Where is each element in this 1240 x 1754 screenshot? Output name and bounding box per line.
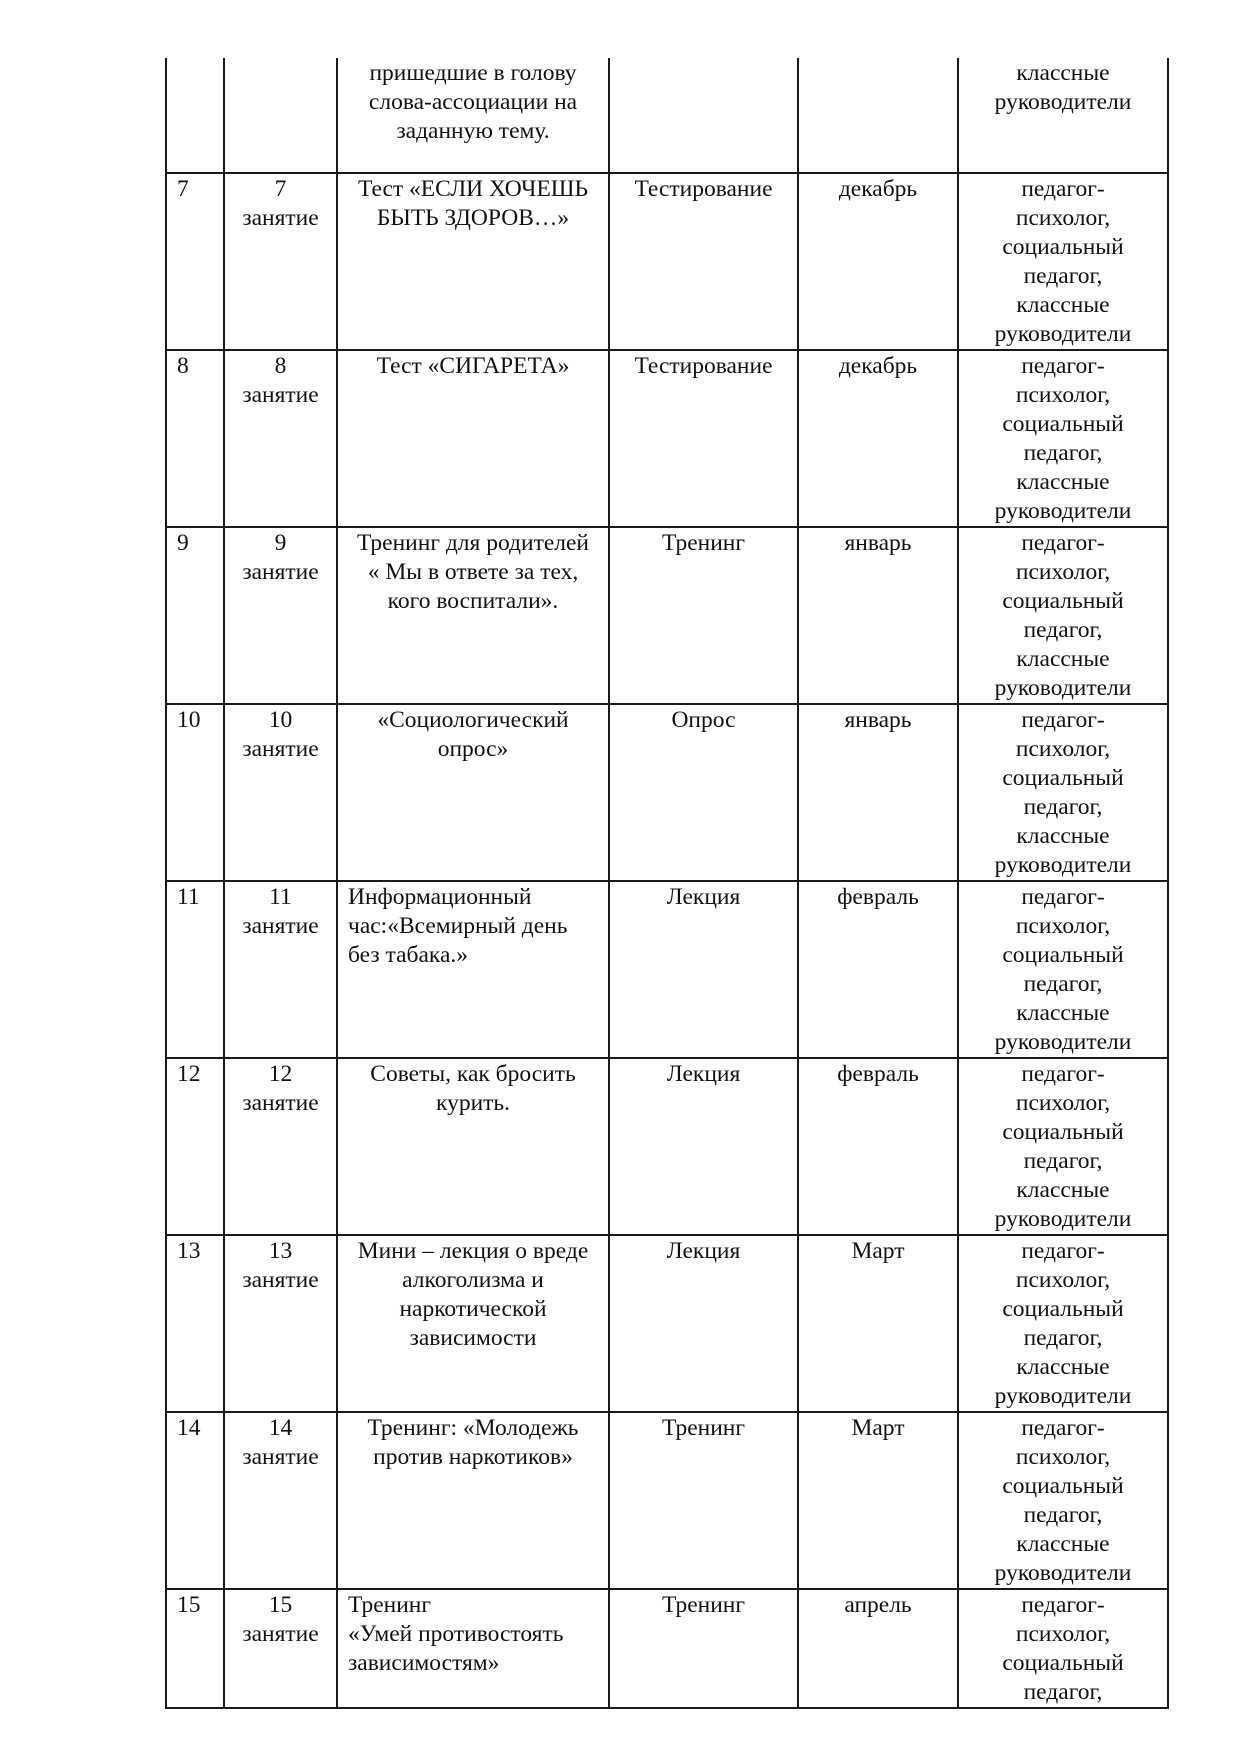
cell-lesson-line: 10 (268, 707, 293, 733)
cell-responsible-line: педагог- (1021, 1592, 1105, 1618)
cell-responsible (958, 58, 1168, 173)
cell-responsible-line: руководители (994, 1206, 1132, 1232)
cell-month-text: Март (851, 1238, 905, 1264)
cell-month-text: апрель (844, 1592, 912, 1618)
cell-number (166, 704, 224, 881)
cell-responsible-line: психолог, (1015, 913, 1111, 939)
cell-number (166, 881, 224, 1058)
cell-responsible (958, 881, 1168, 1058)
cell-title (337, 704, 609, 881)
cell-lesson (224, 1235, 337, 1412)
cell-lesson-line: занятие (242, 559, 319, 585)
cell-month (798, 527, 958, 704)
cell-form (609, 58, 798, 173)
cell-title-line: зависимости (409, 1325, 537, 1351)
cell-lesson-line: занятие (242, 1444, 319, 1470)
cell-title-line: без табака.» (348, 942, 469, 968)
cell-lesson-line: 7 (274, 176, 287, 202)
table-row (166, 173, 1168, 350)
cell-responsible-line: психолог, (1015, 1621, 1111, 1647)
cell-responsible-line: педагог, (1023, 617, 1103, 643)
cell-form-text: Тестирование (634, 353, 773, 379)
cell-form-text: Тренинг (661, 530, 745, 556)
cell-form (609, 173, 798, 350)
cell-responsible (958, 1589, 1168, 1708)
cell-responsible-line: психолог, (1015, 205, 1111, 231)
cell-responsible-line: педагог- (1021, 353, 1105, 379)
cell-month-text: январь (844, 530, 912, 556)
cell-title-line: слова-ассоциации на (368, 89, 578, 115)
cell-lesson-line: занятие (242, 205, 319, 231)
cell-responsible (958, 1235, 1168, 1412)
cell-title-line: опрос» (437, 736, 509, 762)
cell-title-line: курить. (435, 1090, 511, 1116)
cell-title-line: алкоголизма и (402, 1267, 544, 1293)
cell-responsible-line: классные (1016, 469, 1110, 495)
cell-form-text: Тренинг (661, 1592, 745, 1618)
cell-month (798, 350, 958, 527)
cell-month (798, 173, 958, 350)
cell-title (337, 350, 609, 527)
cell-number-text: 15 (177, 1592, 201, 1618)
cell-number-text: 14 (177, 1415, 201, 1441)
cell-responsible-line: руководители (994, 1029, 1132, 1055)
cell-month (798, 1412, 958, 1589)
cell-lesson-line: занятие (242, 1621, 319, 1647)
cell-title-line: час:«Всемирный день (348, 913, 568, 939)
cell-lesson-line: занятие (242, 913, 319, 939)
cell-lesson (224, 350, 337, 527)
cell-title-line: Тест «СИГАРЕТА» (376, 353, 570, 379)
cell-title (337, 1412, 609, 1589)
cell-lesson-line: занятие (242, 382, 319, 408)
cell-responsible-line: руководители (994, 675, 1132, 701)
cell-responsible-line: социальный (1002, 588, 1124, 614)
cell-month (798, 1058, 958, 1235)
cell-responsible-line: педагог, (1023, 971, 1103, 997)
cell-form (609, 1058, 798, 1235)
cell-form (609, 1589, 798, 1708)
cell-title-line: против наркотиков» (373, 1444, 573, 1470)
cell-title-line: кого воспитали». (387, 588, 559, 614)
cell-responsible-line: педагог- (1021, 707, 1105, 733)
cell-number (166, 1058, 224, 1235)
cell-responsible-line: педагог- (1021, 530, 1105, 556)
cell-month (798, 704, 958, 881)
cell-responsible-line: социальный (1002, 1473, 1124, 1499)
cell-responsible-line: социальный (1002, 1650, 1124, 1676)
cell-lesson-line: занятие (242, 736, 319, 762)
cell-responsible-line: классные (1016, 1000, 1110, 1026)
cell-responsible-line: педагог, (1023, 794, 1103, 820)
cell-month (798, 1589, 958, 1708)
cell-month-text: февраль (837, 884, 919, 910)
cell-number-text: 10 (177, 707, 201, 733)
schedule-table (165, 58, 1169, 1709)
cell-responsible-line: социальный (1002, 1296, 1124, 1322)
cell-responsible-line: классные (1016, 823, 1110, 849)
cell-lesson (224, 1589, 337, 1708)
cell-form (609, 881, 798, 1058)
cell-responsible-line: педагог- (1021, 1238, 1105, 1264)
cell-responsible (958, 704, 1168, 881)
cell-title-line: Тренинг: «Молодежь (367, 1415, 579, 1441)
table-row (166, 58, 1168, 173)
cell-form-text: Тестирование (634, 176, 773, 202)
cell-title (337, 1058, 609, 1235)
cell-number (166, 58, 224, 173)
cell-responsible-line: классные (1016, 1531, 1110, 1557)
cell-title-line: заданную тему. (396, 118, 550, 144)
cell-responsible-line: руководители (994, 498, 1132, 524)
cell-month-text: декабрь (838, 176, 918, 202)
cell-responsible (958, 1412, 1168, 1589)
table-row (166, 1058, 1168, 1235)
cell-title (337, 881, 609, 1058)
cell-responsible-line: педагог, (1023, 1502, 1103, 1528)
cell-lesson-line: занятие (242, 1090, 319, 1116)
cell-number-text: 11 (177, 884, 200, 910)
cell-number (166, 1235, 224, 1412)
cell-form (609, 1412, 798, 1589)
cell-number (166, 173, 224, 350)
table-row (166, 527, 1168, 704)
cell-responsible-line: психолог, (1015, 1267, 1111, 1293)
cell-lesson (224, 704, 337, 881)
cell-responsible-line: психолог, (1015, 382, 1111, 408)
cell-responsible-line: классные (1016, 1354, 1110, 1380)
cell-lesson (224, 58, 337, 173)
cell-number-text: 7 (177, 176, 189, 202)
cell-title-line: БЫТЬ ЗДОРОВ…» (376, 205, 570, 231)
cell-responsible-line: классные (1016, 1177, 1110, 1203)
cell-title-line: Мини – лекция о вреде (357, 1238, 589, 1264)
cell-form-text: Лекция (666, 1238, 741, 1264)
cell-number-text: 9 (177, 530, 189, 556)
cell-responsible-line: психолог, (1015, 1090, 1111, 1116)
cell-form-text: Лекция (666, 1061, 741, 1087)
cell-lesson-line: 8 (274, 353, 287, 379)
cell-month (798, 58, 958, 173)
cell-responsible-line: социальный (1002, 765, 1124, 791)
cell-responsible-line: классные (1016, 646, 1110, 672)
cell-responsible-line: социальный (1002, 1119, 1124, 1145)
cell-number-text: 13 (177, 1238, 201, 1264)
cell-responsible-line: руководители (994, 321, 1132, 347)
table-row (166, 1589, 1168, 1708)
cell-lesson (224, 1412, 337, 1589)
cell-number-text: 8 (177, 353, 189, 379)
cell-responsible-line: социальный (1002, 942, 1124, 968)
cell-number-text: 12 (177, 1061, 201, 1087)
cell-form (609, 350, 798, 527)
cell-lesson-line: 15 (268, 1592, 293, 1618)
cell-lesson (224, 527, 337, 704)
cell-responsible-line: руководители (994, 89, 1132, 115)
cell-responsible-line: классные (1016, 60, 1110, 86)
cell-responsible-line: педагог, (1023, 1148, 1103, 1174)
table-row (166, 1235, 1168, 1412)
cell-title (337, 173, 609, 350)
cell-month (798, 881, 958, 1058)
cell-title (337, 1235, 609, 1412)
cell-responsible-line: психолог, (1015, 1444, 1111, 1470)
cell-responsible-line: психолог, (1015, 736, 1111, 762)
cell-responsible-line: классные (1016, 292, 1110, 318)
cell-title-line: Тренинг (348, 1592, 432, 1618)
cell-responsible-line: педагог- (1021, 1415, 1105, 1441)
cell-title-line: зависимостям» (348, 1650, 500, 1676)
cell-lesson-line: 13 (268, 1238, 293, 1264)
cell-title-line: «Умей противостоять (348, 1621, 564, 1647)
cell-form-text: Тренинг (661, 1415, 745, 1441)
cell-month-text: декабрь (838, 353, 918, 379)
cell-responsible (958, 527, 1168, 704)
cell-lesson-line: 11 (269, 884, 292, 910)
cell-responsible-line: педагог, (1023, 263, 1103, 289)
cell-title (337, 58, 609, 173)
cell-form-text: Лекция (666, 884, 741, 910)
cell-responsible-line: руководители (994, 1383, 1132, 1409)
table-row (166, 704, 1168, 881)
table-row (166, 350, 1168, 527)
cell-responsible (958, 173, 1168, 350)
table-row (166, 881, 1168, 1058)
cell-responsible-line: педагог, (1023, 1679, 1103, 1705)
table-row (166, 1412, 1168, 1589)
cell-title-line: «Социологический (377, 707, 569, 733)
cell-number (166, 1412, 224, 1589)
cell-responsible (958, 1058, 1168, 1235)
cell-number (166, 1589, 224, 1708)
cell-title (337, 527, 609, 704)
cell-month (798, 1235, 958, 1412)
cell-title-line: Тренинг для родителей (356, 530, 590, 556)
cell-lesson-line: 9 (274, 530, 287, 556)
cell-number (166, 527, 224, 704)
cell-responsible-line: педагог- (1021, 176, 1105, 202)
cell-title-line: Тест «ЕСЛИ ХОЧЕШЬ (357, 176, 589, 202)
cell-lesson (224, 881, 337, 1058)
cell-title-line: Советы, как бросить (370, 1061, 576, 1087)
cell-month-text: Март (851, 1415, 905, 1441)
cell-responsible-line: педагог, (1023, 440, 1103, 466)
schedule-table-body (166, 58, 1168, 1708)
cell-lesson-line: занятие (242, 1267, 319, 1293)
cell-responsible-line: педагог- (1021, 884, 1105, 910)
cell-responsible (958, 350, 1168, 527)
cell-responsible-line: педагог- (1021, 1061, 1105, 1087)
cell-form (609, 704, 798, 881)
cell-lesson-line: 14 (268, 1415, 293, 1441)
cell-responsible-line: педагог, (1023, 1325, 1103, 1351)
cell-lesson-line: 12 (268, 1061, 293, 1087)
cell-title-line: « Мы в ответе за тех, (367, 559, 579, 585)
cell-responsible-line: социальный (1002, 234, 1124, 260)
cell-responsible-line: руководители (994, 1560, 1132, 1586)
cell-form-text: Опрос (671, 707, 736, 733)
cell-month-text: январь (844, 707, 912, 733)
cell-title-line: наркотической (399, 1296, 547, 1322)
cell-responsible-line: руководители (994, 852, 1132, 878)
cell-title (337, 1589, 609, 1708)
cell-lesson (224, 173, 337, 350)
cell-month-text: февраль (837, 1061, 919, 1087)
cell-title-line: пришедшие в голову (369, 60, 577, 86)
cell-responsible-line: психолог, (1015, 559, 1111, 585)
cell-form (609, 527, 798, 704)
cell-number (166, 350, 224, 527)
cell-lesson (224, 1058, 337, 1235)
cell-title-line: Информационный (348, 884, 532, 910)
cell-responsible-line: социальный (1002, 411, 1124, 437)
cell-form (609, 1235, 798, 1412)
